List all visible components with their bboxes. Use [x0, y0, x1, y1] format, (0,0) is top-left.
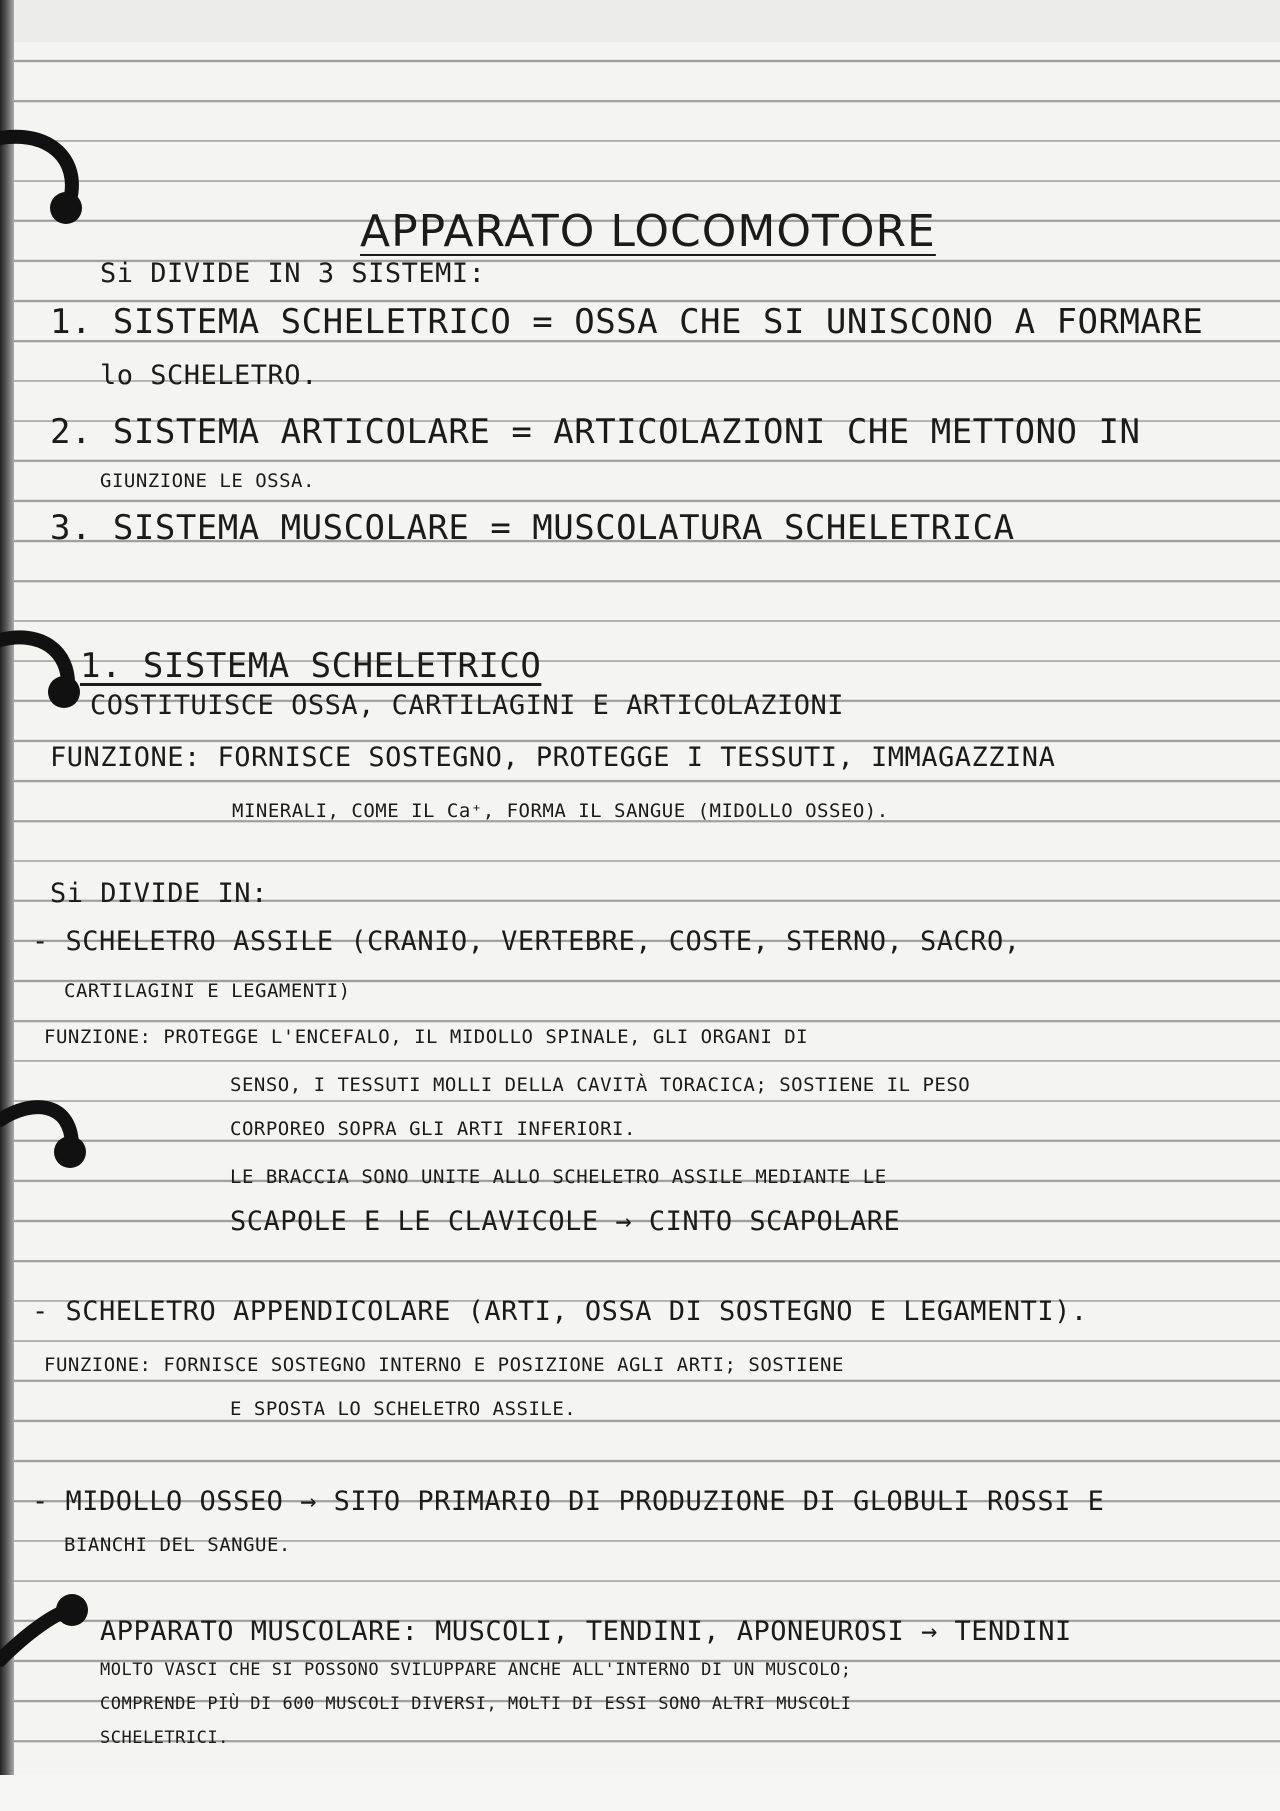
muscolare-line: COMPRENDE PIÙ DI 600 MUSCOLI DIVERSI, MOLTI DI ESSI SONO ALTRI MUSCOLI	[100, 1694, 852, 1714]
appendicolare-line: - SCHELETRO APPENDICOLARE (ARTI, OSSA DI SOSTEGNO E LEGAMENTI).	[32, 1296, 1088, 1327]
page-title: APPARATO LOCOMOTORE	[360, 206, 936, 257]
system-item-2-cont: GIUNZIONE LE OSSA.	[100, 470, 315, 492]
system-item-3: 3. SISTEMA MUSCOLARE = MUSCOLATURA SCHELETRICA	[50, 508, 1015, 548]
binder-ring-icon	[0, 1080, 92, 1200]
appendicolare-line: FUNZIONE: FORNISCE SOSTEGNO INTERNO E POSIZIONE AGLI ARTI; SOSTIENE	[44, 1354, 844, 1376]
binder-ring-icon	[0, 1570, 92, 1690]
intro-text: Si DIVIDE IN 3 SISTEMI:	[100, 258, 486, 289]
assile-line: SENSO, I TESSUTI MOLLI DELLA CAVITÀ TORACICA; SOSTIENE IL PESO	[230, 1074, 971, 1096]
page-top-margin	[0, 0, 1280, 42]
system-item-1-cont: lo SCHELETRO.	[100, 360, 318, 391]
divide-in-text: Si DIVIDE IN:	[50, 878, 268, 909]
assile-line: LE BRACCIA SONO UNITE ALLO SCHELETRO ASSILE MEDIANTE LE	[230, 1166, 887, 1188]
section-scheletrico-line: MINERALI, COME IL Ca⁺, FORMA IL SANGUE (MIDOLLO OSSEO).	[232, 800, 889, 822]
assile-line: - SCHELETRO ASSILE (CRANIO, VERTEBRE, COSTE, STERNO, SACRO,	[32, 926, 1021, 957]
system-item-1: 1. SISTEMA SCHELETRICO = OSSA CHE SI UNISCONO A FORMARE	[50, 302, 1204, 342]
assile-line: SCAPOLE E LE CLAVICOLE → CINTO SCAPOLARE	[230, 1206, 901, 1237]
muscolare-line: APPARATO MUSCOLARE: MUSCOLI, TENDINI, APONEUROSI → TENDINI	[100, 1616, 1072, 1647]
midollo-line: - MIDOLLO OSSEO → SITO PRIMARIO DI PRODUZIONE DI GLOBULI ROSSI E	[32, 1486, 1105, 1517]
system-item-2: 2. SISTEMA ARTICOLARE = ARTICOLAZIONI CHE METTONO IN	[50, 412, 1141, 452]
muscolare-line: SCHELETRICI.	[100, 1728, 229, 1748]
binder-ring-icon	[0, 620, 92, 740]
page-left-binding-edge	[0, 0, 14, 1811]
section-scheletrico-line: COSTITUISCE OSSA, CARTILAGINI E ARTICOLAZIONI	[90, 690, 844, 721]
section-heading-scheletrico: 1. SISTEMA SCHELETRICO	[80, 646, 542, 686]
appendicolare-line: E SPOSTA LO SCHELETRO ASSILE.	[230, 1398, 577, 1420]
assile-line: FUNZIONE: PROTEGGE L'ENCEFALO, IL MIDOLLO SPINALE, GLI ORGANI DI	[44, 1026, 809, 1048]
binder-ring-icon	[0, 120, 92, 240]
muscolare-line: MOLTO VASCI CHE SI POSSONO SVILUPPARE ANCHE ALL'INTERNO DI UN MUSCOLO;	[100, 1660, 852, 1680]
midollo-line: BIANCHI DEL SANGUE.	[64, 1534, 291, 1556]
section-scheletrico-line: FUNZIONE: FORNISCE SOSTEGNO, PROTEGGE I TESSUTI, IMMAGAZZINA	[50, 742, 1056, 773]
assile-line: CORPOREO SOPRA GLI ARTI INFERIORI.	[230, 1118, 636, 1140]
assile-line: CARTILAGINI E LEGAMENTI)	[64, 980, 351, 1002]
page-bottom-margin	[0, 1775, 1280, 1811]
